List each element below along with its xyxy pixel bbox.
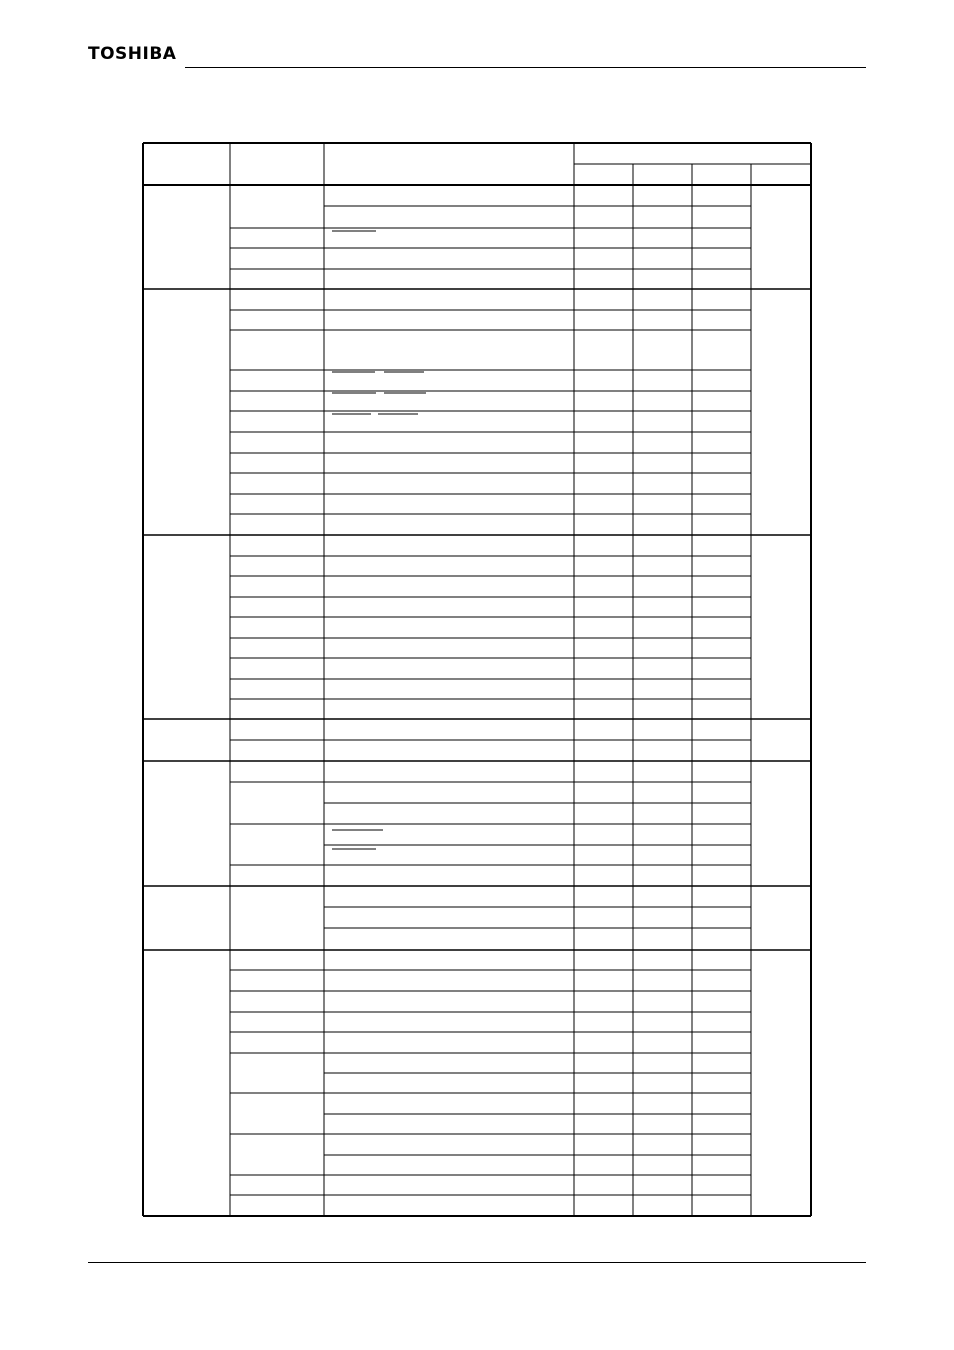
toshiba-logo: TOSHIBA — [88, 44, 177, 64]
footer-rule — [88, 1262, 866, 1263]
